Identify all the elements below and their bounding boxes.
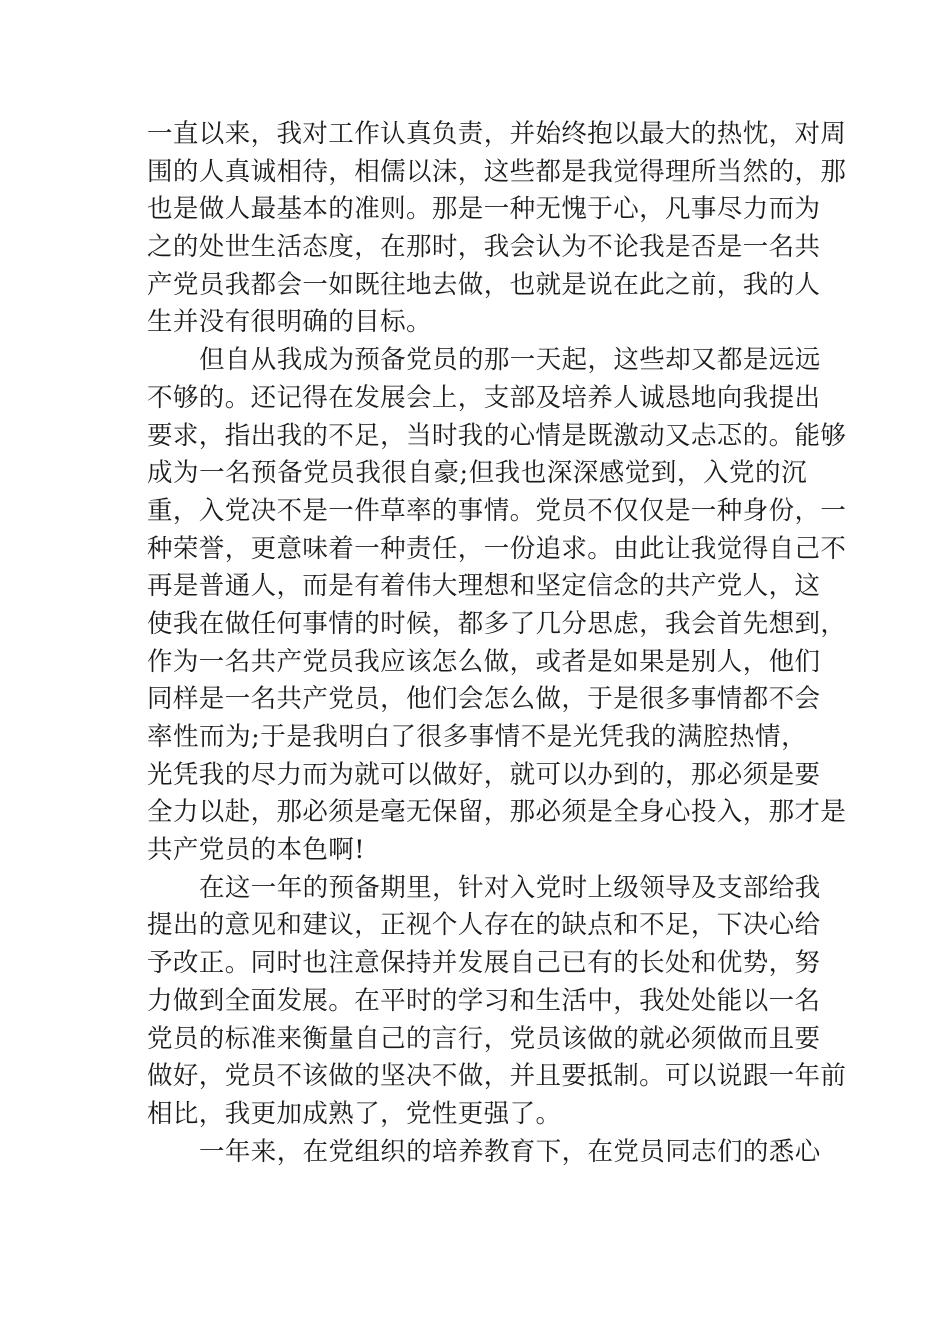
paragraph-3-line-7: 相比，我更加成熟了，党性更强了。 — [147, 1098, 562, 1129]
paragraph-3-line-3: 予改正。同时也注意保持并发展自己已有的长处和优势，努 — [147, 948, 821, 979]
paragraph-2-line-11: 率性而为;于是我明白了很多事情不是光凭我的满腔热情， — [147, 722, 807, 752]
paragraph-2-line-6: 种荣誉，更意味着一种责任，一份追求。由此让我觉得自己不 — [147, 533, 847, 564]
paragraph-2-line-8: 使我在做任何事情的时候，都多了几分思虑，我会首先想到， — [147, 608, 847, 639]
paragraph-3-line-2: 提出的意见和建议，正视个人存在的缺点和不足，下决心给 — [147, 910, 821, 941]
paragraph-2-line-9: 作为一名共产党员我应该怎么做，或者是如果是别人，他们 — [147, 646, 821, 677]
paragraph-1-line-1: 一直以来，我对工作认真负责，并始终抱以最大的热忱，对周 — [147, 119, 847, 149]
paragraph-2-line-4: 成为一名预备党员我很自豪;但我也深深感觉到，入党的沉 — [147, 458, 807, 489]
paragraph-2-line-3: 要求，指出我的不足，当时我的心情是既激动又忐忑的。能够 — [147, 420, 847, 451]
paragraph-4-line-1: 一年来，在党组织的培养教育下，在党员同志们的悉心 — [199, 1136, 821, 1167]
paragraph-3-line-5: 党员的标准来衡量自己的言行，党员该做的就必须做而且要 — [147, 1023, 821, 1054]
paragraph-2-line-10: 同样是一名共产党员，他们会怎么做，于是很多事情都不会 — [147, 684, 821, 715]
paragraph-3-line-1: 在这一年的预备期里，针对入党时上级领导及支部给我 — [199, 872, 821, 903]
paragraph-1-line-3: 也是做人最基本的准则。那是一种无愧于心，凡事尽力而为 — [147, 194, 821, 225]
paragraph-1-line-4: 之的处世生活态度，在那时，我会认为不论我是否是一名共 — [147, 232, 821, 263]
paragraph-2-line-14: 共产党员的本色啊! — [147, 835, 365, 866]
paragraph-1-line-2: 围的人真诚相待，相儒以沫，这些都是我觉得理所当然的，那 — [147, 156, 847, 187]
paragraph-2-line-2: 不够的。还记得在发展会上，支部及培养人诚恳地向我提出 — [147, 382, 821, 413]
paragraph-2-line-7: 再是普通人，而是有着伟大理想和坚定信念的共产党人，这 — [147, 571, 821, 602]
paragraph-2-line-5: 重，入党决不是一件草率的事情。党员不仅仅是一种身份，一 — [147, 495, 847, 526]
paragraph-3-line-6: 做好，党员不该做的坚决不做，并且要抵制。可以说跟一年前 — [147, 1061, 847, 1092]
paragraph-3-line-4: 力做到全面发展。在平时的学习和生活中，我处处能以一名 — [147, 985, 821, 1016]
paragraph-1-line-6: 生并没有很明确的目标。 — [147, 307, 432, 338]
paragraph-1-line-5: 产党员我都会一如既往地去做，也就是说在此之前，我的人 — [147, 269, 821, 300]
document-body — [147, 116, 847, 1171]
paragraph-2-line-13: 全力以赴，那必须是毫无保留，那必须是全身心投入，那才是 — [147, 797, 847, 828]
paragraph-2-line-12: 光凭我的尽力而为就可以做好，就可以办到的，那必须是要 — [147, 759, 821, 790]
paragraph-2-line-1: 但自从我成为预备党员的那一天起，这些却又都是远远 — [199, 345, 821, 376]
